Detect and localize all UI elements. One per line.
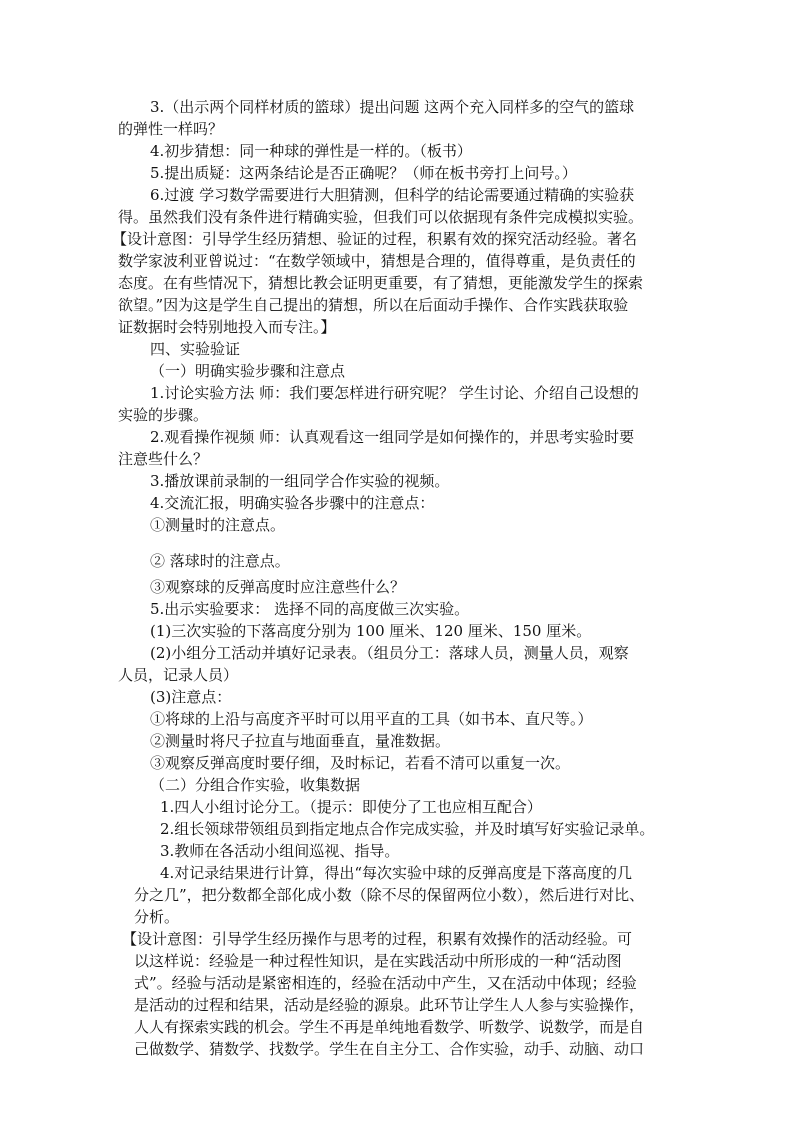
text-line: 【设计意图：引导学生经历猜想、验证的过程，积累有效的探究活动经验。著名	[112, 230, 638, 248]
text-line: 1.四人小组讨论分工。（提示：即使分了工也应相互配合）	[160, 798, 542, 816]
text-line: 得。虽然我们没有条件进行精确实验，但我们可以依据现有条件完成模拟实验。	[118, 208, 644, 226]
text-line: 3.（出示两个同样材质的篮球）提出问题 这两个充入同样多的空气的篮球	[150, 98, 635, 116]
text-line: 以这样说：经验是一种过程性知识，是在实践活动中所形成的一种“活动图	[134, 952, 622, 970]
text-line: 实验的步骤。	[118, 406, 209, 424]
text-line: 证数据时会特别地投入而专注。】	[118, 318, 336, 336]
text-line: 3.播放课前录制的一组同学合作实验的视频。	[150, 472, 450, 490]
text-line: 2.观看操作视频 师：认真观看这一组同学是如何操作的，并思考实验时要	[150, 428, 635, 446]
text-line: 【设计意图：引导学生经历操作与思考的过程，积累有效操作的活动经验。可	[122, 930, 633, 948]
text-line: 6.过渡 学习数学需要进行大胆猜测，但科学的结论需要通过精确的实验获	[150, 186, 635, 204]
text-line: 是活动的过程和结果，活动是经验的源泉。此环节让学生人人参与实验操作，	[134, 996, 645, 1014]
subsection-heading: （二）分组合作实验，收集数据	[150, 776, 361, 794]
text-line: 4.初步猜想：同一种球的弹性是一样的。（板书）	[150, 142, 472, 160]
text-line: (3)注意点：	[150, 688, 232, 706]
text-line: (1)三次实验的下落高度分别为 100 厘米、120 厘米、150 厘米。	[150, 622, 592, 640]
text-line: ②测量时将尺子拉直与地面垂直，量准数据。	[150, 732, 451, 750]
text-line: 的弹性一样吗？	[118, 120, 224, 138]
text-line: 4.交流汇报，明确实验各步骤中的注意点：	[150, 494, 435, 512]
text-line: 分析。	[134, 908, 180, 926]
text-line: ② 落球时的注意点。	[150, 552, 290, 570]
text-line: 5.出示实验要求： 选择不同的高度做三次实验。	[150, 600, 470, 618]
text-line: 分之几”，把分数都全部化成小数（除不尽的保留两位小数），然后进行对比、	[134, 886, 645, 904]
text-line: 3.教师在各活动小组间巡视、指导。	[160, 842, 400, 860]
text-line: 人人有探索实践的机会。学生不再是单纯地看数学、听数学、说数学，而是自	[134, 1018, 645, 1036]
text-line: ③观察球的反弹高度时应注意些什么？	[150, 578, 406, 596]
text-line: 己做数学、猜数学、找数学。学生在自主分工、合作实验，动手、动脑、动口	[134, 1040, 645, 1058]
text-line: 2.组长领球带领组员到指定地点合作完成实验，并及时填写好实验记录单。	[160, 820, 655, 838]
text-line: 态度。在有些情况下，猜想比教会证明更重要，有了猜想，更能激发学生的探索	[118, 274, 644, 292]
subsection-heading: （一）明确实验步骤和注意点	[150, 362, 346, 380]
text-line: 注意些什么？	[118, 450, 209, 468]
text-line: 人员，记录人员）	[118, 666, 239, 684]
text-line: ①将球的上沿与高度齐平时可以用平直的工具（如书本、直尺等。）	[150, 710, 593, 728]
text-line: 式”。经验与活动是紧密相连的，经验在活动中产生，又在活动中体现；经验	[134, 974, 637, 992]
text-line: 1.讨论实验方法 师：我们要怎样进行研究呢？ 学生讨论、介绍自己设想的	[150, 384, 639, 402]
text-line: 数学家波利亚曾说过：“在数学领域中，猜想是合理的，值得尊重，是负责任的	[118, 252, 636, 270]
text-line: (2)小组分工活动并填好记录表。（组员分工：落球人员，测量人员，观察	[150, 644, 629, 662]
text-line: ①测量时的注意点。	[150, 516, 286, 534]
text-line: 欲望。”因为这是学生自己提出的猜想，所以在后面动手操作、合作实践获取验	[118, 296, 629, 314]
text-line: 5.提出质疑：这两条结论是否正确呢？（师在板书旁打上问号。）	[150, 164, 577, 182]
section-heading: 四、实验验证	[150, 340, 241, 358]
text-line: 4.对记录结果进行计算，得出“每次实验中球的反弹高度是下落高度的几	[160, 864, 632, 882]
text-line: ③观察反弹高度时要仔细，及时标记，若看不清可以重复一次。	[150, 754, 571, 772]
